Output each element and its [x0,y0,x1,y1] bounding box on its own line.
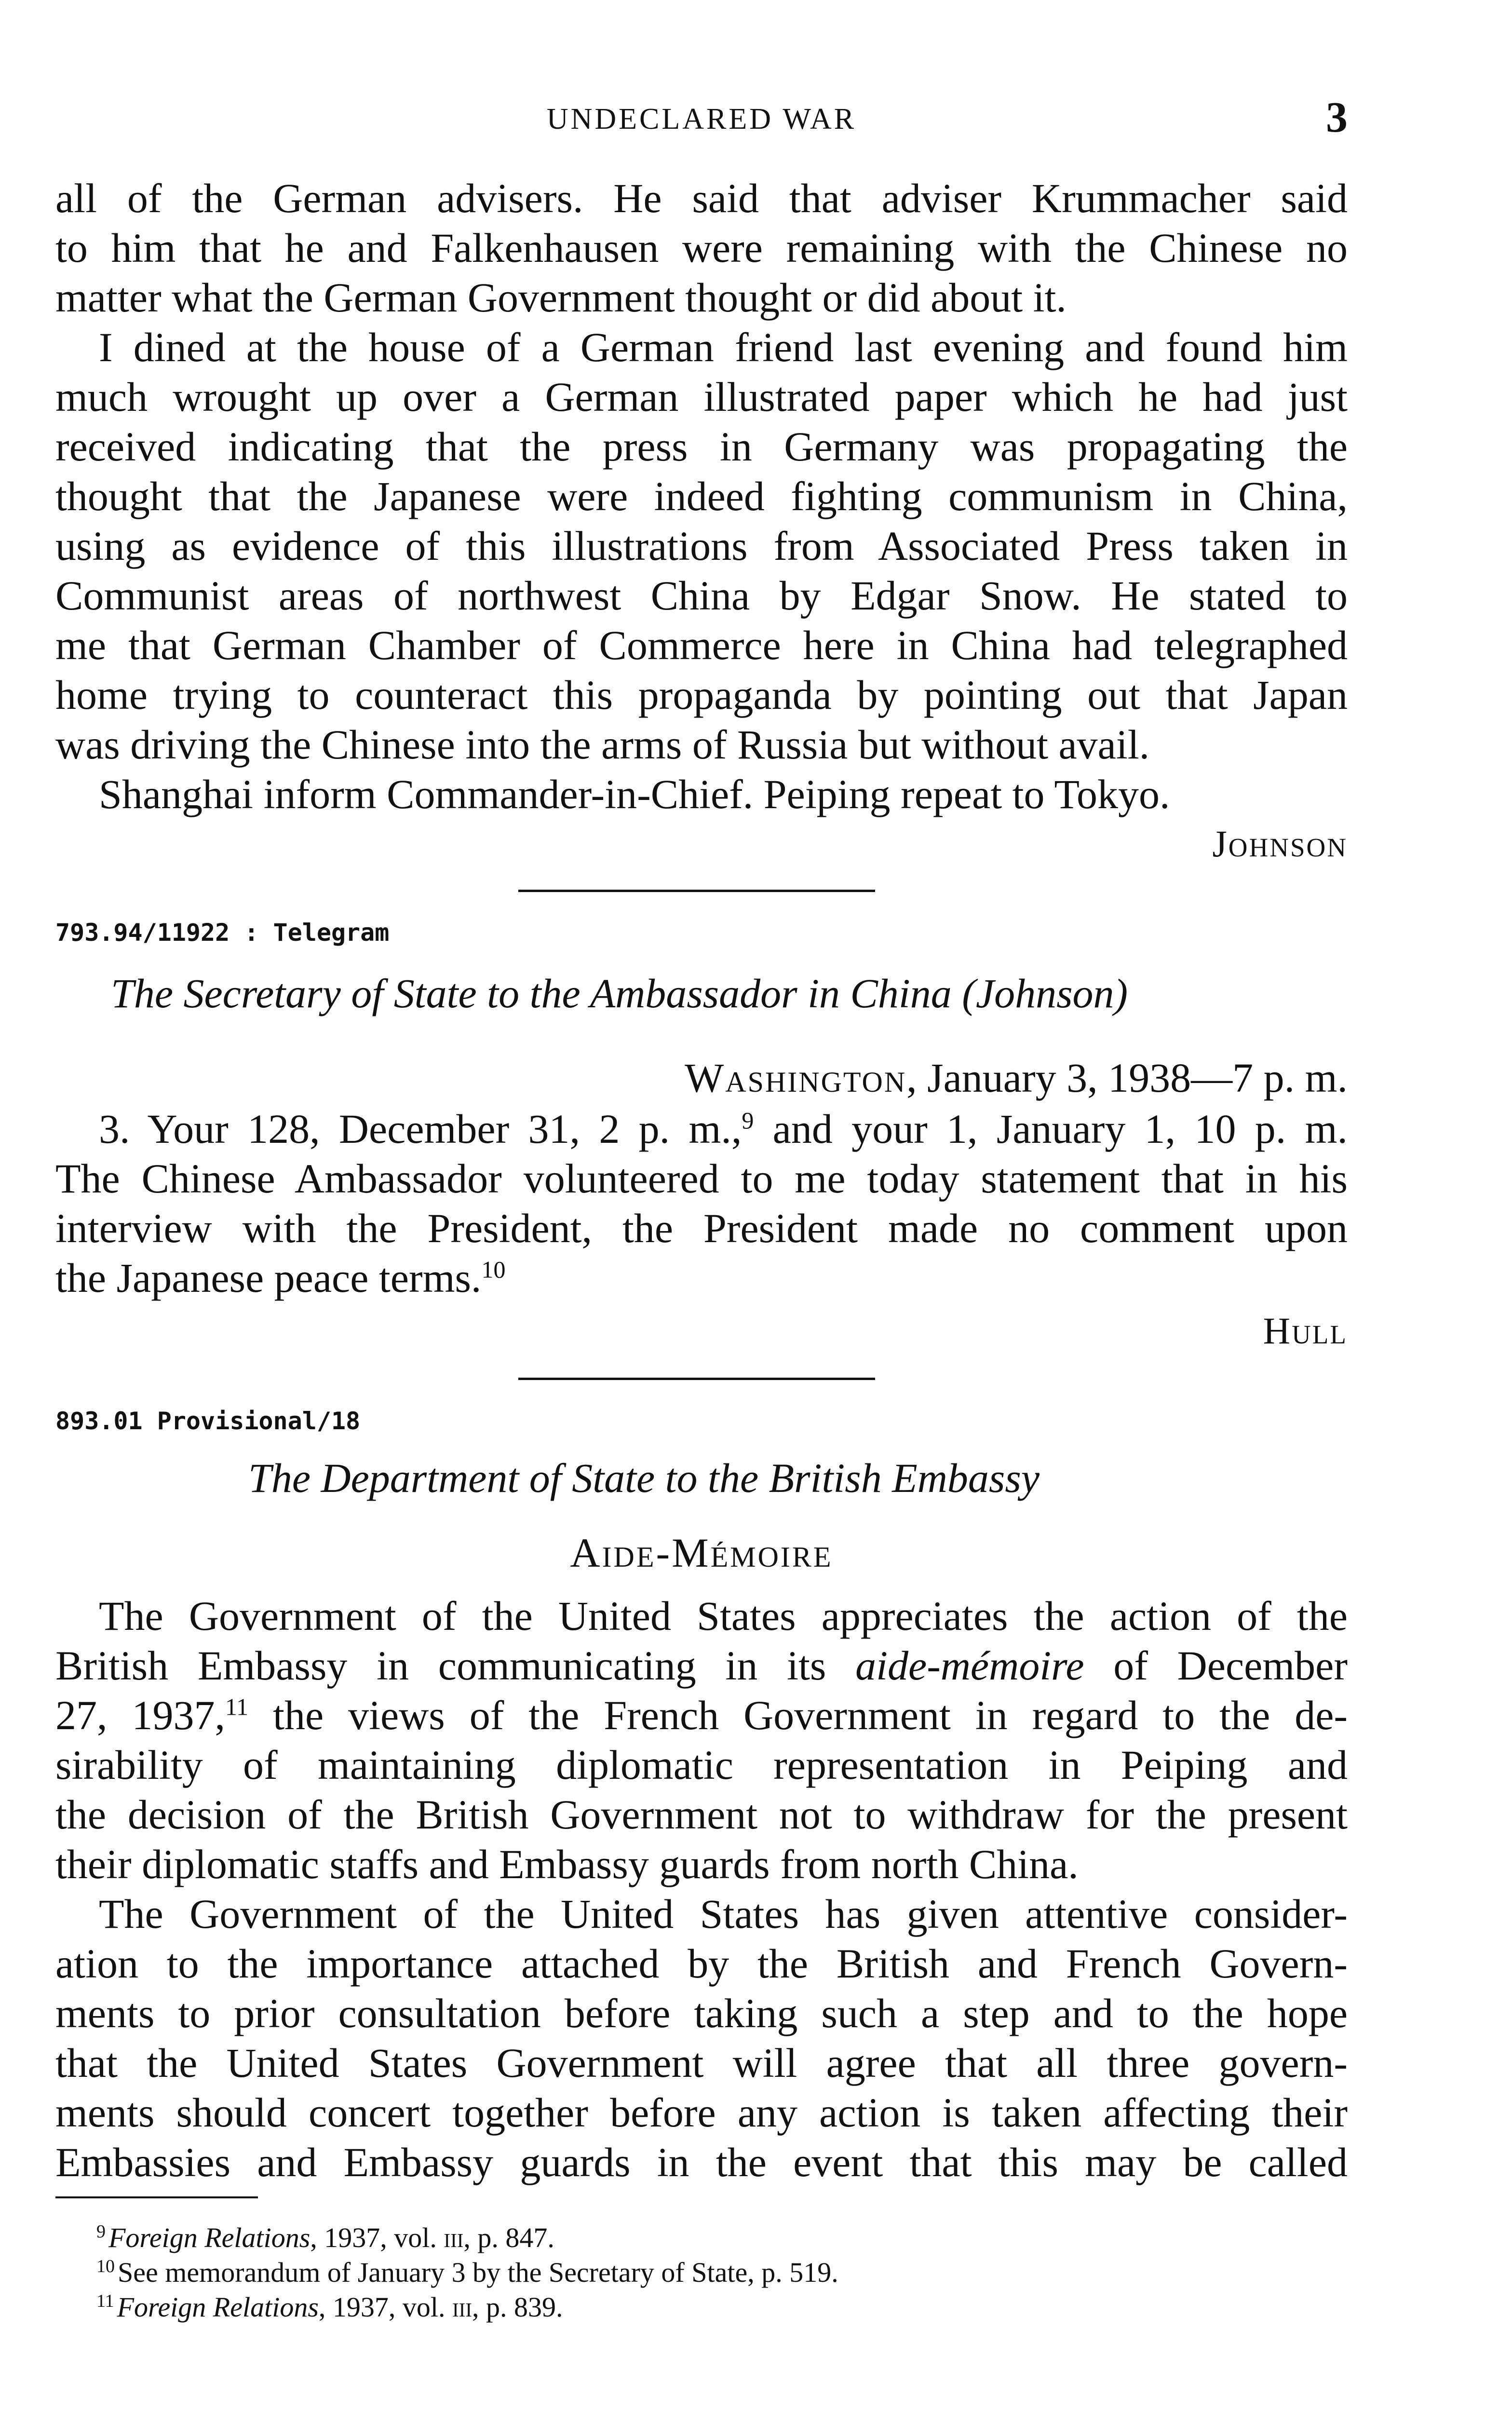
text-line: much wrought up over a German illustrated paper which he had just [55,374,1348,420]
dateline-date: , January 3, 1938—7 p. m. [906,1055,1348,1101]
footnote-text: , p. 839. [472,2291,563,2323]
text-line: all of the German advisers. He said that adviser Krummacher said [55,175,1348,221]
text-line: sirability of maintaining diplomatic representation in Peiping and [55,1742,1348,1788]
footnote-volume: iii [452,2291,472,2323]
footnote-mark: 9 [96,2221,106,2242]
footnote-divider [55,2196,258,2198]
text-line [55,1641,1348,1691]
section-divider [518,1378,875,1380]
footnote-ref: 9 [742,1107,754,1134]
text-line: received indicating that the press in Germany was propagating the [55,423,1348,470]
footnote-mark: 10 [96,2256,115,2276]
footnote-mark: 11 [96,2290,114,2311]
page-number: 3 [1326,94,1348,141]
running-head [55,93,1348,146]
doc1-paragraph-3 [55,770,1348,819]
text-line: Shanghai inform Commander-in-Chief. Peiping repeat to Tokyo. [99,771,1170,817]
text-segment: 27, 1937, [55,1692,225,1738]
text-line: to him that he and Falkenhausen were remaining with the Chinese no [55,225,1348,271]
text-line [55,1253,1348,1303]
text-line: me that German Chamber of Commerce here in China had telegraphed [55,622,1348,668]
footnote-text: , 1937, vol. [310,2222,444,2253]
text-line: The Government of the United States has given attentive consider- [99,1891,1348,1937]
text-line: matter what the German Government thought or did about it. [55,274,1066,321]
doc2-body [55,1104,1348,1303]
text-line: was driving the Chinese into the arms of Russia but without avail. [55,721,1150,768]
footnote-title: Foreign Relations [117,2291,319,2323]
text-segment: of December [1084,1642,1348,1689]
text-line: the decision of the British Government not to withdraw for the present [55,1791,1348,1838]
document-heading: The Department of State to the British Embassy [248,1455,1040,1501]
text-line: their diplomatic staffs and Embassy guards from north China. [55,1841,1079,1887]
text-line: ments to prior consultation before taking such a step and to the hope [55,1990,1348,2036]
italic-term: aide-mémoire [855,1642,1084,1689]
file-reference: 793.94/11922 : Telegram [55,919,390,947]
doc3-paragraph-1 [55,1591,1348,1889]
footnote-ref: 10 [481,1256,506,1283]
text-line: that the United States Government will agree that all three govern- [55,2040,1348,2086]
document-heading: The Secretary of State to the Ambassador in China (Johnson) [111,970,1128,1016]
dateline-place: Washington [685,1055,907,1101]
file-reference: 893.01 Provisional/18 [55,1407,361,1435]
footnote-10 [96,2255,1254,2290]
text-segment: the Japanese peace terms. [55,1255,482,1301]
footnote-ref: 11 [225,1693,249,1720]
doc1-paragraph-1 [55,174,1348,323]
aide-memoire-heading: Aide-Mémoire [570,1530,833,1576]
footnote-text: , 1937, vol. [318,2291,453,2323]
text-line: Communist areas of northwest China by Edgar Snow. He stated to [55,572,1348,619]
doc3-body [55,1591,1348,2187]
footnote-9 [96,2221,1254,2255]
text-line: ments should concert together before any action is taken affecting their [55,2089,1348,2136]
text-segment: the views of the French Government in regard to the de- [248,1692,1348,1738]
text-line: home trying to counteract this propaganda by pointing out that Japan [55,672,1348,718]
text-segment: 3. Your 128, December 31, 2 p. m., [99,1106,742,1152]
footnotes [96,2221,1254,2325]
signature-johnson: Johnson [1212,823,1348,865]
text-line: thought that the Japanese were indeed fighting communism in China, [55,473,1348,519]
dateline [685,1054,1348,1102]
text-line: interview with the President, the President made no comment upon [55,1205,1348,1251]
text-line [55,1691,1348,1740]
footnote-volume: iii [444,2222,464,2253]
doc1-body [55,174,1348,819]
doc2-paragraph [55,1104,1348,1303]
footnote-11 [96,2290,1254,2325]
footnote-text: , p. 847. [463,2222,554,2253]
doc1-paragraph-2 [55,323,1348,770]
text-line: The Chinese Ambassador volunteered to me today statement that in his [55,1155,1348,1202]
text-segment: British Embassy in communicating in its [55,1642,856,1689]
text-segment: and your 1, January 1, 10 p. m. [754,1106,1348,1152]
text-line: Embassies and Embassy guards in the event that this may be called [55,2139,1348,2185]
footnote-title: Foreign Relations [108,2222,310,2253]
section-divider [518,890,875,892]
text-line [55,1104,1348,1154]
text-line: I dined at the house of a German friend last evening and found him [99,324,1348,370]
text-line: The Government of the United States appreciates the action of the [99,1593,1348,1639]
text-line: ation to the importance attached by the British and French Govern- [55,1940,1348,1987]
footnote-text: See memorandum of January 3 by the Secretary of State, p. 519. [118,2257,838,2288]
doc3-paragraph-2 [55,1889,1348,2187]
running-title: UNDECLARED WAR [546,103,857,135]
text-line: using as evidence of this illustrations from Associated Press taken in [55,523,1348,569]
signature-hull: Hull [1263,1310,1348,1352]
